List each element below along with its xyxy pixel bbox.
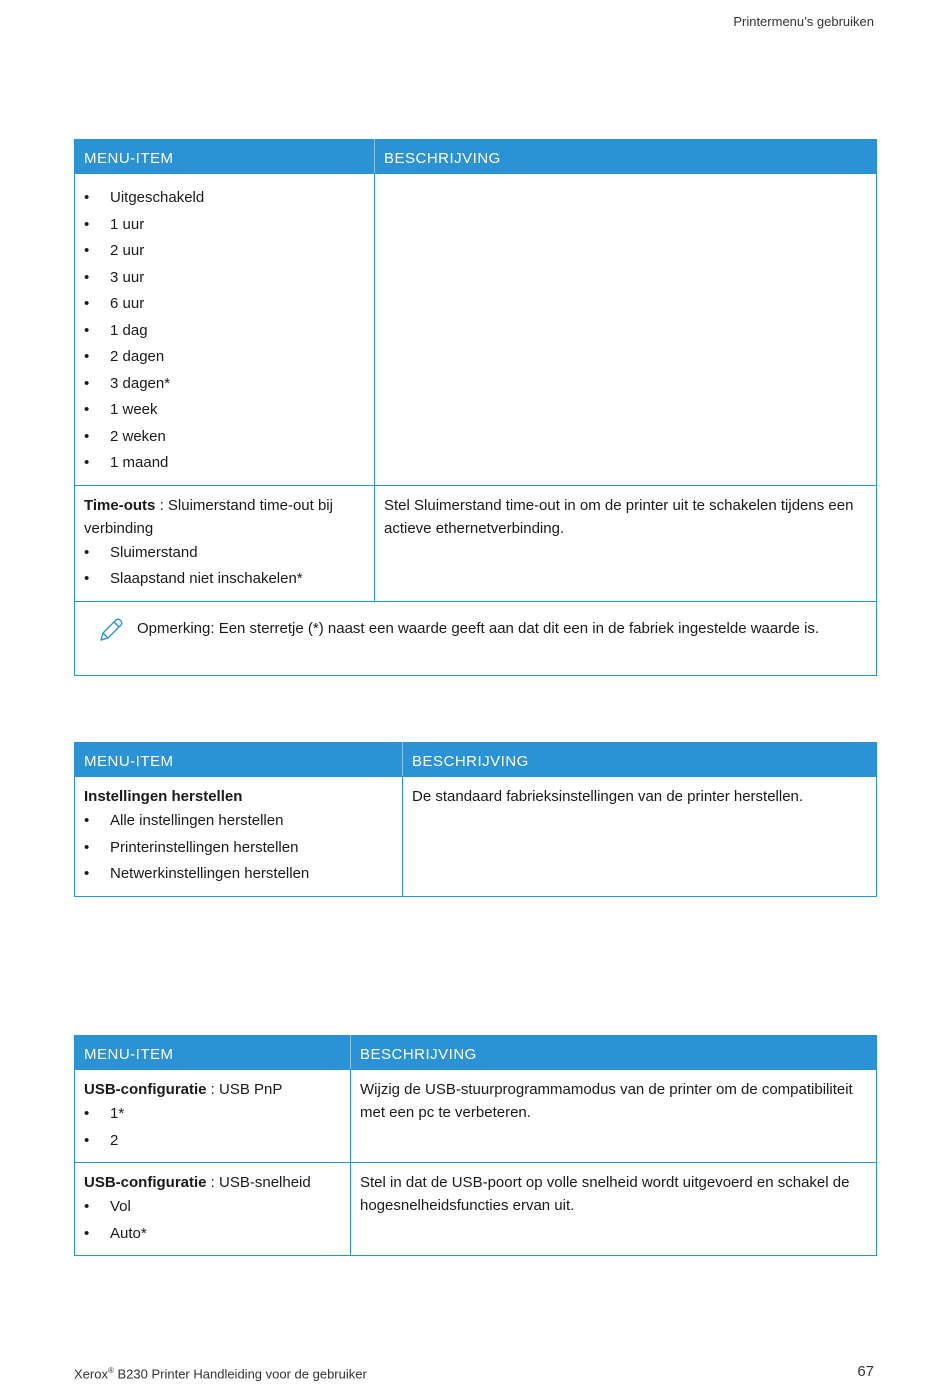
list-item: • 1 week [84,397,365,424]
option-list [84,540,365,593]
menu-item-cell [75,1070,351,1163]
list-item: • 3 dagen* [84,371,365,398]
pencil-icon [97,616,125,644]
menu-item-title [84,1078,341,1101]
option-list [84,1101,341,1154]
menu-item-cell [75,1163,351,1256]
option-list [84,808,393,888]
description-cell [375,174,877,486]
menu-table-usb [74,1035,877,1256]
note-row [75,601,877,675]
table-row [75,1070,877,1163]
column-header-menu-item: MENU-ITEM [75,743,403,777]
list-item: • 2 dagen [84,344,365,371]
column-header-menu-item: MENU-ITEM [75,1036,351,1070]
list-item: • 1 uur [84,212,365,239]
list-item: • Uitgeschakeld [84,185,365,212]
table-header-row [75,743,877,777]
table-row [75,1163,877,1256]
table-row [75,174,877,486]
list-item: • 2 weken [84,424,365,451]
list-item: • Vol [84,1194,341,1221]
menu-item-cell [75,777,403,897]
list-item: • 2 uur [84,238,365,265]
list-item: • Alle instellingen herstellen [84,808,393,835]
footer-document-title [74,1366,367,1381]
list-item: • 3 uur [84,265,365,292]
note-text: Opmerking: Een sterretje (*) naast een waarde geeft aan dat dit een in de fabriek ingestelde waarde is. [137,619,820,637]
description-cell: Wijzig de USB-stuurprogrammamodus van de printer om de compatibiliteit met een pc te verbeteren. [351,1070,877,1163]
list-item: • 6 uur [84,291,365,318]
list-item: • 2 [84,1128,341,1155]
page-number: 67 [857,1363,874,1380]
list-item: • 1 dag [84,318,365,345]
menu-item-rest: : USB-snelheid [206,1174,311,1191]
menu-item-rest: : USB PnP [206,1081,283,1098]
description-cell: Stel Sluimerstand time-out in om de printer uit te schakelen tijdens een actieve ethernetverbinding. [375,485,877,601]
list-item: • Printerinstellingen herstellen [84,835,393,862]
option-list [84,1194,341,1247]
list-item: • 1* [84,1101,341,1128]
list-item: • Auto* [84,1221,341,1248]
list-item: • Netwerkinstellingen herstellen [84,861,393,888]
menu-table-reset [74,742,877,897]
table-row [75,777,877,897]
column-header-menu-item: MENU-ITEM [75,140,375,174]
footer-doc-name: B230 Printer Handleiding voor de gebruiker [113,1366,367,1382]
menu-item-bold: Time-outs [84,496,156,514]
menu-item-cell [75,485,375,601]
list-item: • Slaapstand niet inschakelen* [84,566,365,593]
column-header-description: BESCHRIJVING [351,1036,877,1070]
column-header-description: BESCHRIJVING [403,743,877,777]
footer-brand: Xerox [74,1366,108,1382]
menu-item-bold: USB-configuratie [84,1174,207,1191]
description-cell: Stel in dat de USB-poort op volle snelheid wordt uitgevoerd en schakel de hogesnelheidsfuncties ervan uit. [351,1163,877,1256]
list-item: • 1 maand [84,450,365,477]
description-cell: De standaard fabrieksinstellingen van de printer herstellen. [403,777,877,897]
note-cell [75,601,877,675]
menu-item-rest: : Sluimerstand time-out bij verbinding [84,496,333,537]
menu-table-timeouts [74,139,877,676]
menu-item-title [84,494,365,540]
menu-item-bold: USB-configuratie [84,1081,207,1098]
column-header-description: BESCHRIJVING [375,140,877,174]
list-item: • Sluimerstand [84,540,365,567]
option-list [84,185,365,477]
table-header-row [75,140,877,174]
registered-mark: ® [107,1366,114,1375]
running-header: Printermenu’s gebruiken [733,14,874,29]
table-row [75,485,877,601]
menu-item-cell [75,174,375,486]
table-header-row [75,1036,877,1070]
menu-item-title [84,1171,341,1194]
menu-item-bold: Instellingen herstellen [84,788,243,805]
